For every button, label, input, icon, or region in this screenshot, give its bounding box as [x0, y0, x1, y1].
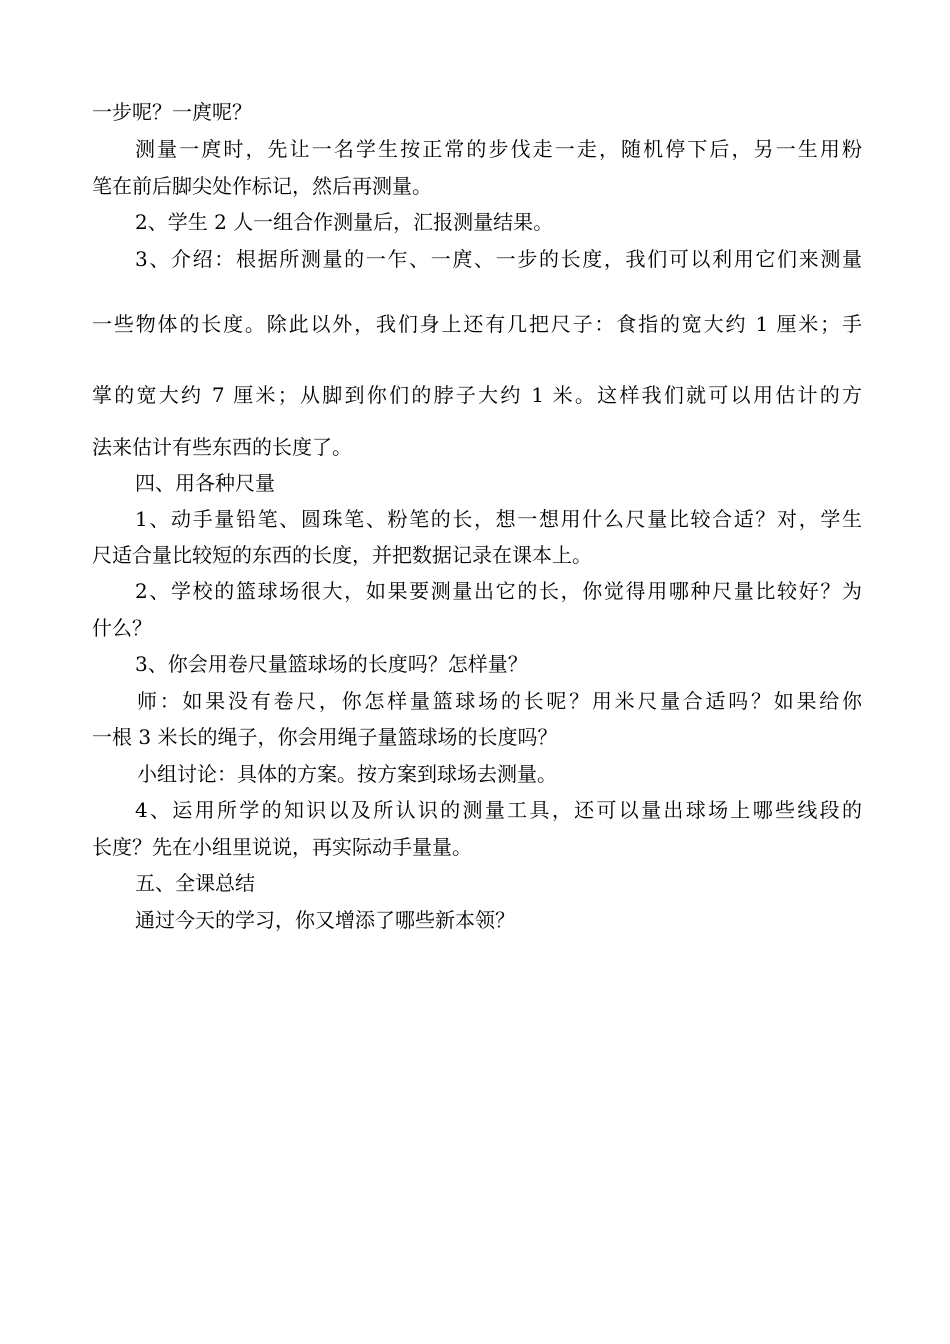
text-line: 3、你会用卷尺量篮球场的长度吗？怎样量？	[135, 652, 528, 676]
section-heading: 五、全课总结	[135, 871, 255, 895]
text-line: 一些物体的长度。除此以外，我们身上还有几把尺子：食指的宽大约 1 厘米；手	[92, 312, 862, 336]
text-line: 测量一庹时，先让一名学生按正常的步伐走一走，随机停下后，另一生用粉	[135, 137, 862, 161]
text-line: 笔在前后脚尖处作标记，然后再测量。	[92, 174, 432, 198]
text-line: 尺适合量比较短的东西的长度，并把数据记录在课本上。	[92, 543, 592, 567]
text-line: 师：如果没有卷尺，你怎样量篮球场的长呢？用米尺量合适吗？如果给你	[137, 689, 862, 713]
section-heading: 四、用各种尺量	[135, 471, 275, 495]
text-line: 通过今天的学习，你又增添了哪些新本领？	[135, 908, 515, 932]
text-line: 小组讨论：具体的方案。按方案到球场去测量。	[137, 762, 557, 786]
text-line: 长度？先在小组里说说，再实际动手量量。	[92, 835, 472, 859]
text-line: 4、运用所学的知识以及所认识的测量工具，还可以量出球场上哪些线段的	[135, 798, 862, 822]
text-line: 掌的宽大约 7 厘米；从脚到你们的脖子大约 1 米。这样我们就可以用估计的方	[92, 383, 862, 407]
text-line: 2、学校的篮球场很大，如果要测量出它的长，你觉得用哪种尺量比较好？为	[135, 579, 862, 603]
text-line: 1、动手量铅笔、圆珠笔、粉笔的长，想一想用什么尺量比较合适？对，学生	[135, 507, 862, 531]
text-line: 2、学生 2 人一组合作测量后，汇报测量结果。	[135, 210, 554, 234]
text-line: 3、介绍：根据所测量的一乍、一庹、一步的长度，我们可以利用它们来测量	[135, 247, 862, 271]
text-line: 法来估计有些东西的长度了。	[92, 435, 352, 459]
text-line: 一步呢？一庹呢？	[92, 100, 252, 124]
text-line: 一根 3 米长的绳子，你会用绳子量篮球场的长度吗？	[92, 725, 558, 749]
text-line: 什么？	[92, 616, 152, 640]
